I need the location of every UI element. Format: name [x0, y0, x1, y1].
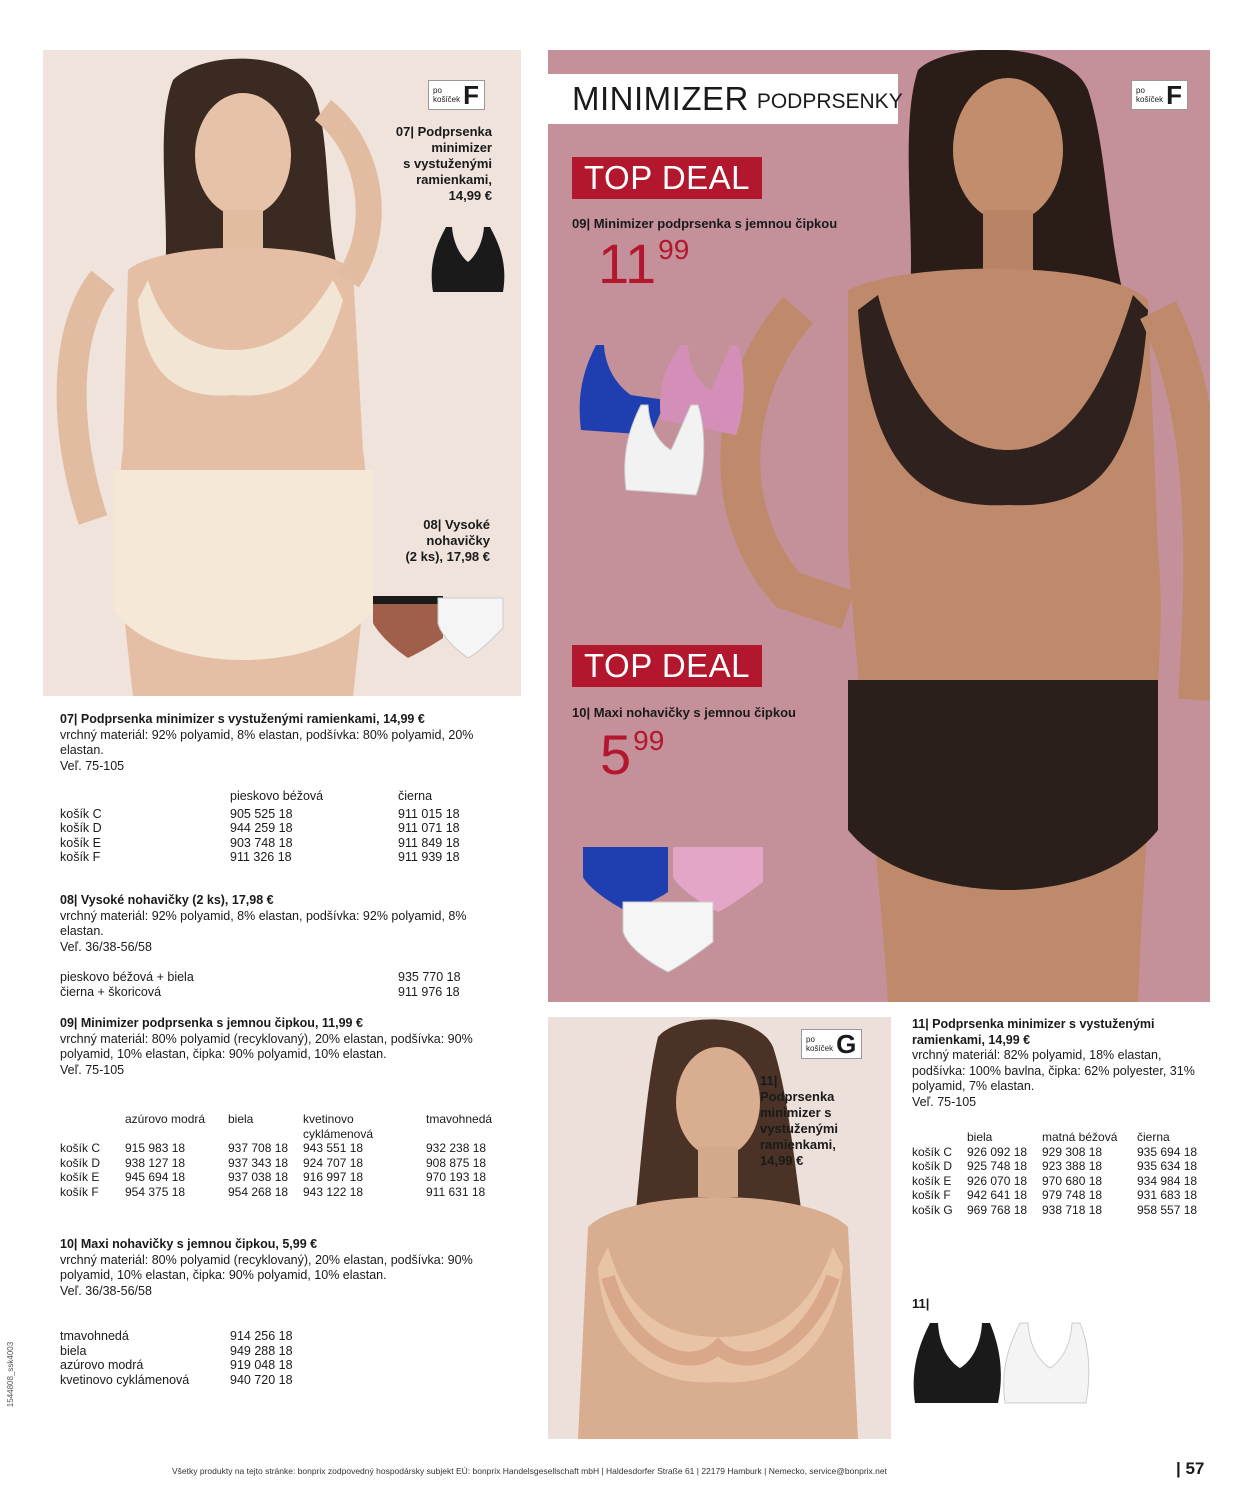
table-cell: biela [60, 1343, 87, 1358]
price-10-decimals: 99 [633, 725, 665, 756]
callout-09: 09| Minimizer podprsenka s jemnou čipkou [572, 216, 838, 231]
price-10 [600, 723, 665, 786]
table-cell: 929 308 18 [1042, 1144, 1103, 1159]
table-cell: 940 720 18 [230, 1372, 293, 1387]
callout-11-line: 14,99 € [760, 1153, 804, 1168]
table-cell: 944 259 18 [230, 821, 293, 835]
badge-letter: F [463, 80, 480, 110]
table-cell: 911 849 18 [398, 835, 460, 850]
table-row [912, 1203, 1203, 1218]
spec-08-desc: vrchný materiál: 92% polyamid, 8% elastan, podšívka: 92% polyamid, 8% elastan. [60, 908, 467, 938]
spec-11-title: 11| Podprsenka minimizer s vystuženými ramienkami, 14,99 € [912, 1017, 1155, 1047]
spec-10-table [60, 1329, 299, 1387]
spec-10-title: 10| Maxi nohavičky s jemnou čipkou, 5,99 € [60, 1237, 318, 1251]
table-header: pieskovo béžová [230, 789, 324, 803]
table-cell: 903 748 18 [230, 835, 293, 850]
table-header-row [912, 1130, 1203, 1145]
table-cell: čierna + škoricová [60, 984, 162, 999]
table-header: tmavohnedá [426, 1112, 493, 1126]
table-cell: 911 976 18 [398, 984, 460, 999]
black-bra-thumbnail [428, 222, 508, 294]
table-cell: 923 388 18 [1042, 1159, 1103, 1173]
table-cell: košík F [912, 1188, 951, 1202]
badge-line2: košíček [433, 95, 461, 104]
callout-11-line: Podprsenka [760, 1089, 835, 1104]
callout-11-line: vystuženými [760, 1121, 839, 1136]
table-row [60, 985, 467, 1000]
table-cell: 935 770 18 [398, 970, 461, 984]
spec-07-size: Veľ. 75-105 [60, 758, 125, 773]
spec-10-size: Veľ. 36/38-56/58 [60, 1283, 152, 1298]
table-cell: 945 694 18 [125, 1170, 186, 1184]
table-cell: 958 557 18 [1137, 1202, 1198, 1217]
spec-08-table [60, 970, 467, 999]
table-header: čierna [1137, 1130, 1170, 1144]
badge-line1: po [806, 1035, 815, 1044]
table-cell: 979 748 18 [1042, 1188, 1103, 1202]
table-cell: košík D [60, 821, 102, 835]
table-cell: 938 127 18 [125, 1155, 186, 1170]
callout-07-line: ramienkami, [416, 172, 492, 187]
table-cell: 937 038 18 [228, 1170, 289, 1184]
table-cell: košík D [912, 1159, 953, 1173]
table-cell: 937 343 18 [228, 1155, 289, 1170]
callout-11-line: minimizer s [760, 1105, 832, 1120]
briefs-thumbnail [368, 593, 508, 663]
table-row [912, 1145, 1203, 1160]
table-cell: 911 071 18 [398, 821, 460, 835]
table-header: azúrovo modrá [125, 1112, 206, 1126]
table-row [60, 1344, 299, 1359]
table-row [60, 836, 466, 851]
table-cell: 911 326 18 [230, 850, 292, 864]
spec-07-title: 07| Podprsenka minimizer s vystuženými ramienkami, 14,99 € [60, 712, 425, 726]
spec-11 [912, 1017, 1212, 1110]
table-cell: 911 015 18 [398, 806, 460, 821]
callout-08-line: nohavičky [426, 533, 490, 548]
callout-07-line: s vystuženými [403, 156, 492, 171]
briefs-color-variants [578, 842, 768, 982]
callout-08-line: 08| Vysoké [423, 517, 490, 532]
table-header [60, 789, 230, 804]
table-cell: 935 634 18 [1137, 1159, 1198, 1173]
table-cell: 954 268 18 [228, 1184, 289, 1199]
price-10-integer: 5 [600, 723, 632, 786]
table-cell: 970 680 18 [1042, 1173, 1103, 1188]
table-header: biela [967, 1130, 993, 1144]
table-cell: 970 193 18 [426, 1170, 487, 1184]
callout-11b: 11| [912, 1296, 930, 1311]
spec-10-desc: vrchný materiál: 80% polyamid (recyklovaný), 20% elastan, podšívka: 90% polyamid, 10% elastan, čipka: 90% polyamid, 10% elastan. [60, 1252, 473, 1282]
table-cell: 926 070 18 [967, 1173, 1028, 1188]
table-header [912, 1130, 967, 1145]
table-row [60, 850, 466, 865]
table-row [60, 1170, 498, 1185]
table-cell: košík D [60, 1155, 101, 1170]
table-header: čierna [398, 789, 433, 803]
table-cell: 932 238 18 [426, 1141, 487, 1155]
table-row [60, 1329, 299, 1344]
table-cell: 925 748 18 [967, 1159, 1028, 1173]
table-cell: 924 707 18 [303, 1155, 364, 1170]
size-badge-F-left [428, 80, 485, 110]
badge-line1: po [1136, 86, 1145, 95]
table-cell: košík E [912, 1173, 952, 1188]
callout-11-line: 11| [760, 1073, 778, 1088]
badge-letter: G [836, 1029, 857, 1059]
size-badge-G [801, 1029, 862, 1059]
table-header-row [60, 789, 466, 804]
size-badge-F-right [1131, 80, 1188, 110]
spec-08-size: Veľ. 36/38-56/58 [60, 939, 152, 954]
top-deal-banner-09: TOP DEAL [572, 157, 762, 199]
spec-09-table [60, 1112, 498, 1199]
table-cell: 942 641 18 [967, 1188, 1028, 1202]
table-cell: košík C [60, 806, 102, 821]
spec-07 [60, 712, 520, 774]
table-cell: 916 997 18 [303, 1170, 364, 1184]
table-cell: 915 983 18 [125, 1141, 186, 1155]
callout-07-line: minimizer [431, 140, 492, 155]
table-cell: 905 525 18 [230, 806, 293, 821]
table-cell: 943 122 18 [303, 1184, 364, 1199]
table-cell: 969 768 18 [967, 1202, 1028, 1217]
table-cell: pieskovo béžová + biela [60, 970, 194, 984]
section-title-sub: PODPRSENKY [756, 90, 903, 113]
spec-09-desc: vrchný materiál: 80% polyamid (recyklovaný), 20% elastan, podšívka: 90% polyamid, 10% elastan, čipka: 90% polyamid, 10% elastan. [60, 1031, 473, 1061]
table-header: biela [228, 1112, 254, 1126]
price-09-decimals: 99 [658, 234, 690, 265]
table-cell: košík G [912, 1202, 953, 1217]
callout-08-line: (2 ks), 17,98 € [405, 549, 490, 564]
table-cell: 934 984 18 [1137, 1173, 1198, 1188]
side-code: 1544808_ssk4003 [6, 1341, 16, 1408]
table-header [60, 1112, 125, 1141]
table-cell: kvetinovo cyklámenová [60, 1372, 190, 1387]
page-number: | 57 [1176, 1459, 1205, 1478]
table-cell: 935 694 18 [1137, 1144, 1198, 1159]
table-cell: 937 708 18 [228, 1141, 289, 1155]
table-cell: 954 375 18 [125, 1184, 186, 1199]
table-row [60, 970, 467, 985]
spec-11-table [912, 1130, 1203, 1217]
table-cell: 911 631 18 [426, 1184, 486, 1199]
table-cell: košík F [60, 850, 101, 864]
badge-line2: košíček [1136, 95, 1164, 104]
table-cell: 919 048 18 [230, 1358, 293, 1372]
spec-09-size: Veľ. 75-105 [60, 1062, 125, 1077]
bra-color-variants [576, 340, 746, 500]
table-cell: 938 718 18 [1042, 1202, 1103, 1217]
table-row [60, 807, 466, 822]
table-row [60, 1358, 299, 1373]
callout-08 [340, 517, 490, 565]
table-cell: 908 875 18 [426, 1155, 487, 1170]
table-cell: košík E [60, 835, 101, 850]
table-cell: 949 288 18 [230, 1343, 293, 1358]
spec-11-desc: vrchný materiál: 82% polyamid, 18% elastan, podšívka: 100% bavlna, čipka: 62% polyester, 31% polyamid, 7% elastan. [912, 1048, 1195, 1093]
spec-08-title: 08| Vysoké nohavičky (2 ks), 17,98 € [60, 893, 274, 907]
table-cell: 911 939 18 [398, 850, 460, 864]
spec-09 [60, 1016, 520, 1078]
table-row [912, 1174, 1203, 1189]
table-cell: 943 551 18 [303, 1141, 364, 1155]
table-row [60, 1141, 498, 1156]
spec-08 [60, 893, 490, 955]
price-09-integer: 11 [598, 232, 657, 295]
spec-11-size: Veľ. 75-105 [912, 1094, 977, 1109]
table-row [912, 1159, 1203, 1174]
table-row [60, 821, 466, 836]
table-cell: 914 256 18 [230, 1329, 293, 1343]
spec-10 [60, 1237, 520, 1299]
spec-07-table [60, 789, 466, 865]
spec-09-title: 09| Minimizer podprsenka s jemnou čipkou, 11,99 € [60, 1016, 363, 1030]
table-row [60, 1156, 498, 1171]
section-title [548, 74, 903, 124]
callout-10: 10| Maxi nohavičky s jemnou čipkou [572, 705, 796, 720]
table-cell: azúrovo modrá [60, 1358, 144, 1372]
table-cell: košík C [912, 1144, 953, 1159]
badge-line2: košíček [806, 1044, 834, 1053]
top-deal-banner-10: TOP DEAL [572, 645, 762, 687]
table-cell: košík F [60, 1184, 99, 1199]
table-cell: košík E [60, 1170, 100, 1184]
table-row [60, 1373, 299, 1388]
callout-07-line: 07| Podprsenka [395, 124, 492, 139]
footer-legal: Všetky produkty na tejto stránke: bonprix zodpovedný hospodársky subjekt EÚ: bonprix Handelsgesellschaft mbH | Haldesdorfer Straße 61 | 22179 Hamburk | Nemecko, service@bonprix.net [172, 1466, 887, 1476]
bra-11-variants [910, 1318, 1090, 1408]
callout-11-line: ramienkami, [760, 1137, 836, 1152]
price-09 [598, 232, 690, 295]
table-header: kvetinovo cyklámenová [303, 1112, 374, 1141]
callout-11 [760, 1073, 878, 1169]
badge-line1: po [433, 86, 442, 95]
callout-07-line: 14,99 € [448, 188, 492, 203]
table-row [60, 1185, 498, 1200]
table-cell: 926 092 18 [967, 1144, 1028, 1159]
table-row [912, 1188, 1203, 1203]
badge-letter: F [1166, 80, 1183, 110]
table-cell: tmavohnedá [60, 1329, 129, 1343]
table-header: matná béžová [1042, 1130, 1118, 1144]
table-cell: 931 683 18 [1137, 1188, 1198, 1202]
table-cell: košík C [60, 1141, 101, 1155]
section-title-main: MINIMIZER [572, 80, 749, 117]
table-header-row [60, 1112, 498, 1141]
spec-07-desc: vrchný materiál: 92% polyamid, 8% elastan, podšívka: 80% polyamid, 20% elastan. [60, 727, 474, 757]
callout-07 [340, 124, 492, 204]
